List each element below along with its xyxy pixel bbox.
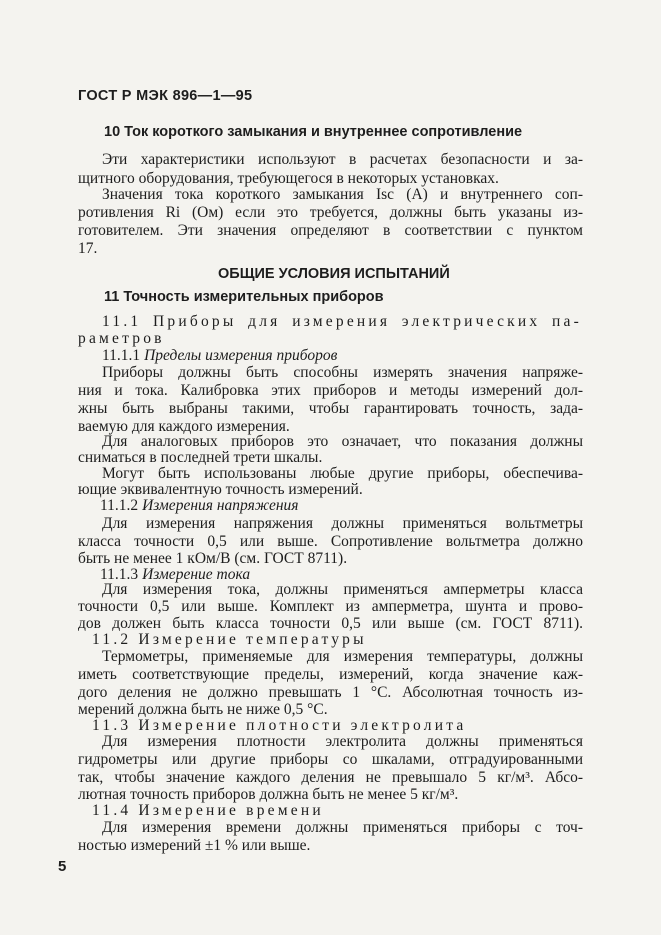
s11-pb-line2: сниматься в последней трети шкалы. [78,449,323,466]
s11-3-heading: 11.3 Измерение плотности электролита [92,717,467,734]
s11-pg-line3: так, чтобы значение каждого деления не превышало 5 кг/м³. Абсо- [78,769,583,786]
s11-pg-line4: лютная точность приборов должна быть не менее 5 кг/м³. [78,786,459,803]
s11-pc-line2: ющие эквивалентную точность измерений. [78,481,363,498]
s11-pd-line1: Для измерения напряжения должны применяться вольтметры [102,515,583,532]
s11-pe-line2: точности 0,5 или выше. Комплект из амперметра, шунта и прово- [78,598,583,615]
s11-pd-line3: быть не менее 1 кОм/В (см. ГОСТ 8711). [78,550,348,567]
s11-pe-line1: Для измерения тока, должны применяться амперметры класса [102,581,583,598]
s11-ph-line1: Для измерения времени должны применяться приборы с точ- [102,819,583,836]
s10-p2-line2: ротивления Ri (Ом) если это требуется, должны быть указаны из- [78,204,583,221]
s11-pe-line3: дов должен быть класса точности 0,5 или выше (см. ГОСТ 8711). [78,615,583,632]
s10-p1-line1: Эти характеристики используют в расчетах безопасности и за- [102,151,583,168]
document-header: ГОСТ Р МЭК 896—1—95 [78,88,253,104]
general-conditions-title: ОБЩИЕ УСЛОВИЯ ИСПЫТАНИЙ [218,266,450,282]
s11-pg-line1: Для измерения плотности электролита должны применяться [102,733,583,750]
s11-pf-line2: иметь соответствующие пределы, измерений, когда значение каж- [78,666,583,683]
s11-pa-line4: ваемую для каждого измерения. [78,418,290,435]
s11-1-3-num: 11.1.3 [100,566,139,583]
s10-p2-line1: Значения тока короткого замыкания Isc (А) и внутреннего соп- [102,186,583,203]
s11-1-heading-line2: раметров [78,330,165,347]
s10-p1-line2: щитного оборудования, требующегося в некоторых установках. [78,170,499,187]
s11-1-2-title: Измерения напряжения [142,497,299,514]
s11-pa-line3: жны быть выбраны такими, чтобы гарантировать точность, зада- [78,400,583,417]
s10-p2-line4: 17. [78,240,98,257]
s11-1-1-num: 11.1.1 [102,347,141,364]
s11-ph-line2: ностью измерений ±1 % или выше. [78,837,311,854]
s11-pf-line3: дого деления не должно превышать 1 °С. Абсолютная точность из- [78,684,583,701]
s11-1-3-title: Измерение тока [142,566,251,583]
s11-1-2-heading [100,496,605,515]
s11-pb-line1: Для аналоговых приборов это означает, что показания должны [102,433,583,450]
s10-p2-line3: готовителем. Эти значения определяют в соответствии с пунктом [78,222,583,239]
s11-4-heading: 11.4 Измерение времени [92,802,324,819]
s11-pf-line1: Термометры, применяемые для измерения температуры, должны [102,648,583,665]
s11-1-1-title: Пределы измерения приборов [144,347,338,364]
s11-pa-line1: Приборы должны быть способны измерять значения напряже- [102,364,583,381]
s11-pa-line2: ния и тока. Калибровка этих приборов и методы измерений дол- [78,382,583,399]
s11-pc-line1: Могут быть использованы любые другие приборы, обеспечива- [102,465,583,482]
s11-pf-line4: мерений должна быть не ниже 0,5 °С. [78,701,328,718]
s11-1-2-num: 11.1.2 [100,497,139,514]
s11-pd-line2: класса точности 0,5 или выше. Сопротивление вольтметра должно [78,533,583,550]
s11-2-heading: 11.2 Измерение температуры [92,631,367,648]
section-11-title: 11 Точность измерительных приборов [104,289,384,305]
s11-pg-line2: гидрометры или другие приборы со шкалами, отградуированными [78,751,583,768]
s11-1-heading-line1: 11.1 Приборы для измерения электрических па- [102,313,582,330]
page-number: 5 [58,858,67,875]
section-10-title: 10 Ток короткого замыкания и внутреннее сопротивление [104,124,523,140]
